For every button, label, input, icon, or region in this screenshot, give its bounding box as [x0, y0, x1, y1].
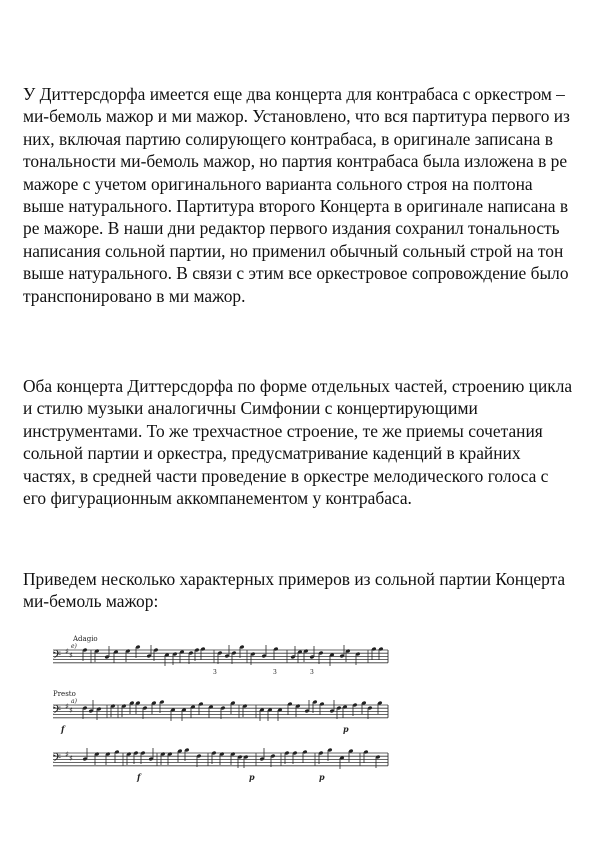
sharp-icon: ♯ [69, 651, 73, 660]
bass-clef-icon: 𝄢 [52, 649, 62, 665]
sharp-icon: ♯ [69, 754, 73, 763]
music-notation-figure [52, 630, 393, 782]
dynamic-marking: p [343, 724, 349, 734]
dynamic-marking: p [319, 772, 325, 782]
triplet-mark: 3 [310, 669, 314, 676]
sharp-icon: ♯ [65, 647, 69, 656]
dynamic-marking: f [61, 724, 65, 734]
paragraph-3: Приведем несколько характерных примеров из сольной партии Концерта ми-бемоль мажор: [23, 569, 566, 612]
paragraph-2: Оба концерта Диттерсдорфа по форме отдельных частей, строению цикла и стилю музыки аналогичны Симфонии с концертирующими инструментами. То же трехчастное строение, те же приемы сочетания сольной партии и оркестра, предусматривание каденций в крайних частях, в средней части проведение в оркестре мелодического голоса с его фигурационным аккомпанементом у контрабаса. [23, 376, 573, 509]
tempo-marking: Presto [53, 690, 76, 698]
paragraph-1: У Диттерсдорфа имеется еще два концерта для контрабаса с оркестром – ми-бемоль мажор и ми мажор. Установлено, что вся партитура первого из них, включая партию солирующего контрабаса, в оригинале записана в тональности ми-бемоль мажор, но партия контрабаса была изложена в ре мажоре с учетом оригинального варианта сольного строя на полтона выше натурального. Партитура второго Концерта в оригинале написана в ре мажоре. В наши дни редактор первого издания сохранил тональность написания сольной партии, но применил обычный сольный строй на тон выше натурального. В связи с этим все оркестровое сопровождение было транспонировано в ми мажор. [23, 84, 570, 306]
triplet-mark: 3 [273, 669, 277, 676]
sharp-icon: ♯ [65, 702, 69, 711]
sharp-icon: ♯ [65, 750, 69, 759]
sharp-icon: ♯ [69, 706, 73, 715]
dynamic-marking: p [249, 772, 255, 782]
example-mark: e) [71, 643, 77, 650]
triplet-mark: 3 [213, 669, 217, 676]
bass-clef-icon: 𝄢 [52, 704, 62, 720]
tempo-marking: Adagio [73, 635, 98, 643]
music-notation-example [52, 630, 393, 782]
example-mark: a) [71, 698, 77, 705]
dynamic-marking: f [137, 772, 141, 782]
bass-clef-icon: 𝄢 [52, 752, 62, 768]
